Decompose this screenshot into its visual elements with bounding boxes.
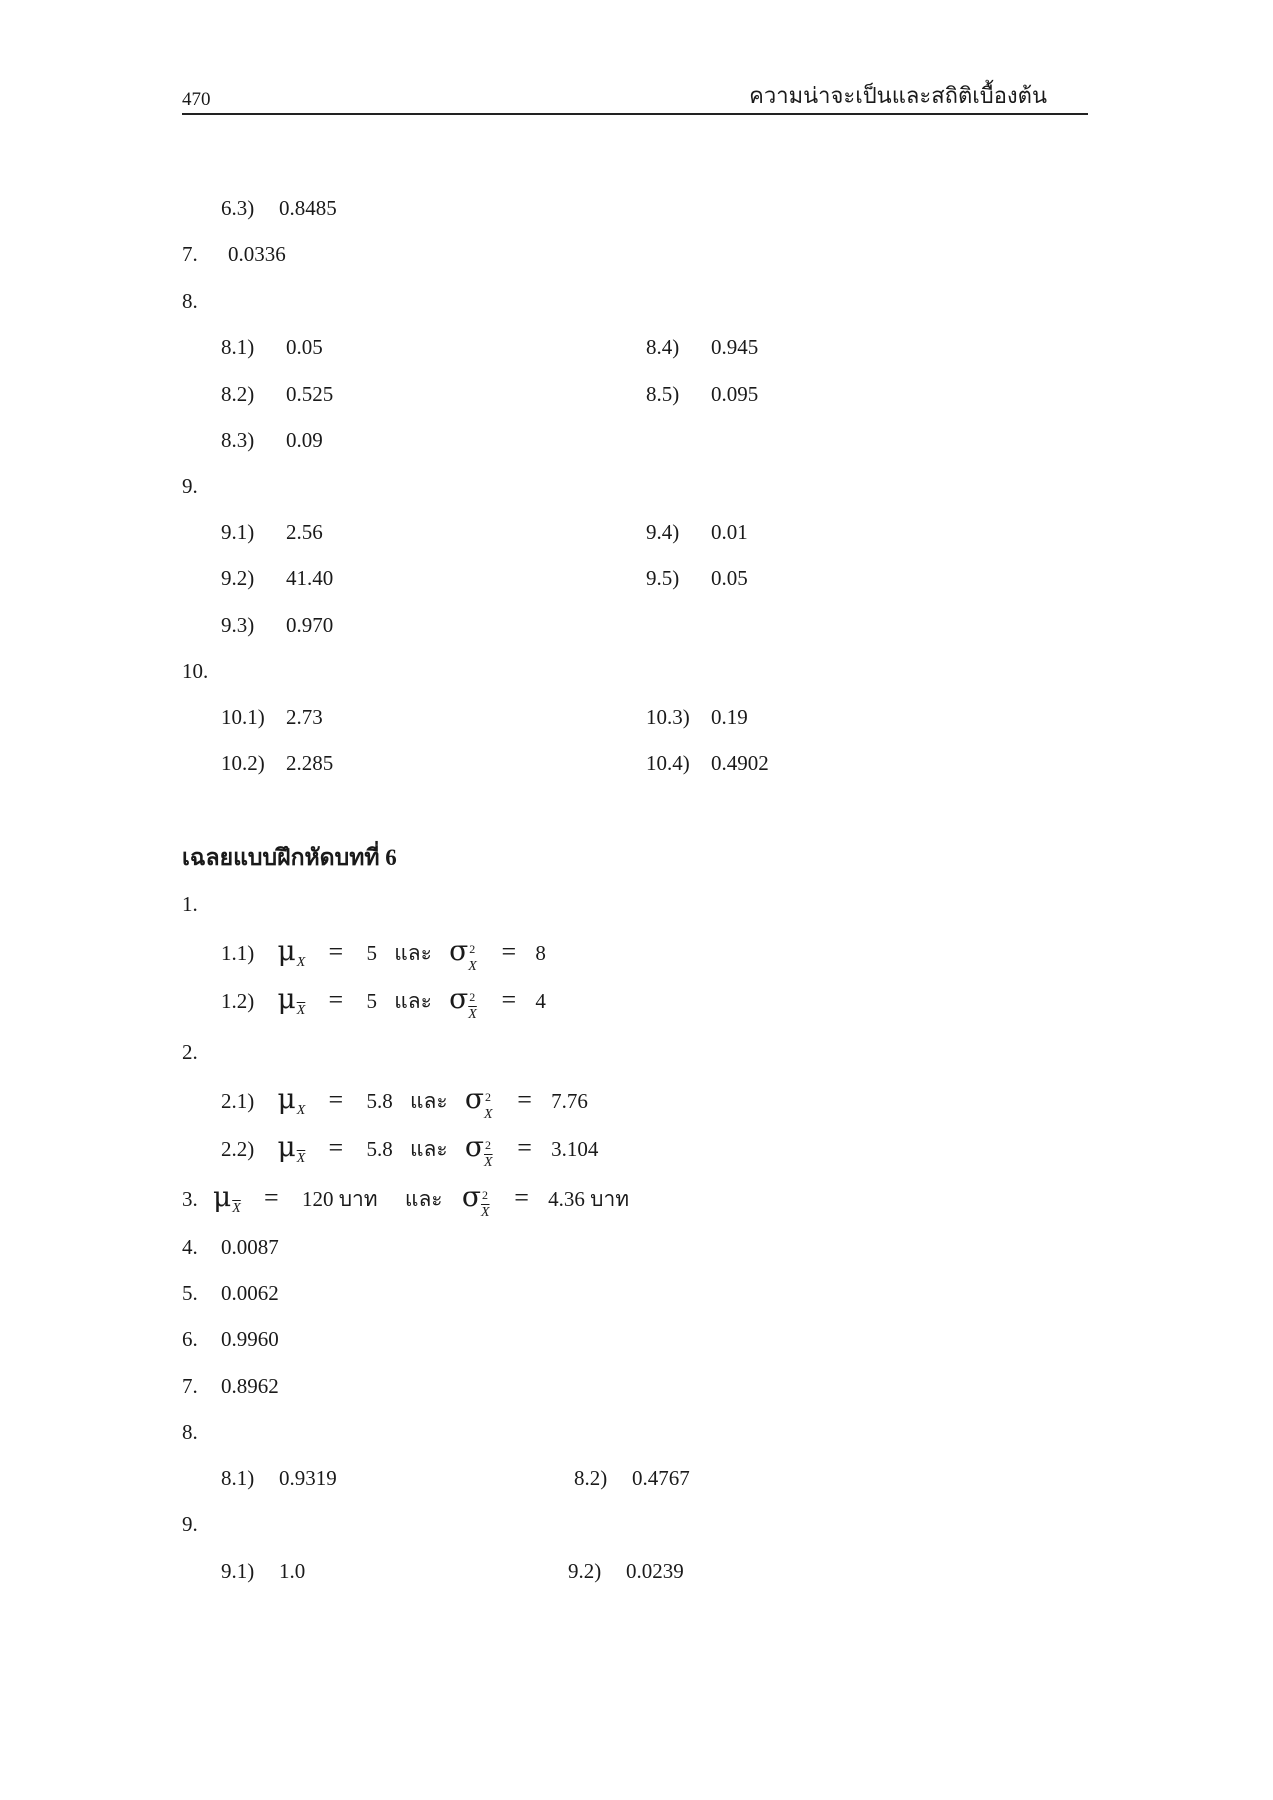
subscript-x-bar: X [232,1201,241,1216]
answer-value: 0.0087 [221,1235,279,1259]
and-word: และ [409,1137,448,1161]
equals-sign: = [328,1085,344,1114]
equals-sign: = [517,1085,532,1114]
answer-label: 9.4) [646,520,680,544]
answer-value: 0.970 [286,613,334,637]
question-number: 9. [182,474,198,498]
equals-sign: = [264,1183,279,1212]
answer-value: 0.0062 [221,1281,279,1305]
superscript-2: 2 [481,1188,488,1202]
sup-sub [484,1084,498,1122]
answer-value: 2.56 [286,520,323,544]
superscript-2: 2 [485,1138,491,1152]
answer-label: 9.5) [646,566,680,590]
sigma-symbol: σ [449,934,469,967]
answer-label: 6.3) [221,196,255,220]
answer-label: 9.1) [221,520,255,544]
mu-symbol: μ [277,1082,296,1115]
question-number: 3. [182,1187,198,1211]
and-word: และ [394,989,432,1013]
question-number: 7. [182,242,198,266]
answer-value: 0.05 [711,566,748,590]
question-number: 4. [182,1235,198,1259]
mu-symbol: μ [213,1180,232,1213]
answer-value: 0.09 [286,428,323,452]
question-number: 8. [182,1420,198,1444]
mean-value: 5.8 [366,1137,393,1161]
and-word: และ [394,941,432,965]
answer-label: 2.2) [221,1137,255,1161]
answer-value: 0.8962 [221,1374,279,1398]
sup-sub [468,936,482,974]
answer-label: 9.2) [568,1559,602,1583]
equals-sign: = [328,937,344,966]
answer-value: 0.01 [711,520,748,544]
unit-baht: บาท [590,1187,630,1211]
sigma-symbol: σ [449,982,469,1015]
equals-sign: = [328,985,344,1014]
answer-label: 8.5) [646,382,680,406]
answer-value: 0.9319 [279,1466,337,1490]
answer-label: 8.2) [574,1466,608,1490]
section-title: เฉลยแบบฝึกหัดบทที่ 6 [182,845,397,870]
subscript-x-bar: X [296,1151,306,1166]
equals-sign: = [514,1183,529,1212]
and-word: และ [409,1089,448,1113]
answer-value: 0.4902 [711,751,769,775]
question-number: 2. [182,1040,198,1064]
sigma-symbol: σ [464,1082,484,1115]
sup-sub [480,1182,495,1220]
formula-3 [182,1182,629,1218]
formula-1-1 [221,936,546,972]
question-number: 10. [182,659,209,683]
question-number: 7. [182,1374,198,1398]
variance-value: 3.104 [551,1137,599,1161]
formula-1-2 [221,984,546,1020]
equals-sign: = [501,985,517,1014]
answer-value: 0.0336 [228,242,286,266]
answer-label: 10.3) [646,705,690,729]
mean-value: 5 [366,941,377,965]
answer-label: 1.2) [221,989,255,1013]
variance-value: 4 [535,989,546,1013]
answer-label: 8.3) [221,428,255,452]
mu-symbol: μ [277,934,296,967]
mean-value: 120 [301,1187,334,1211]
running-header-title: ความน่าจะเป็นและสถิติเบื้องต้น [749,83,1047,108]
subscript-x: X [296,1103,306,1118]
answer-value: 0.05 [286,335,323,359]
answer-label: 10.2) [221,751,265,775]
sup-sub [468,984,482,1022]
answer-value: 0.0239 [626,1559,684,1583]
equals-sign: = [517,1133,532,1162]
superscript-2: 2 [469,942,476,956]
and-word: และ [404,1187,443,1211]
subscript-x: X [296,955,306,970]
equals-sign: = [328,1133,344,1162]
answer-value: 0.945 [711,335,759,359]
formula-2-1 [221,1084,588,1120]
subscript-x: X [468,959,477,974]
mean-value: 5.8 [366,1089,393,1113]
sup-sub [484,1132,498,1170]
answer-value: 0.4767 [632,1466,690,1490]
subscript-x: X [484,1107,493,1122]
answer-label: 9.3) [221,613,255,637]
header-rule [182,113,1088,115]
question-number: 6. [182,1327,198,1351]
answer-value: 2.73 [286,705,323,729]
question-number: 5. [182,1281,198,1305]
answer-label: 8.4) [646,335,680,359]
page-number: 470 [182,89,211,110]
variance-value: 8 [535,941,546,965]
formula-2-2 [221,1132,598,1168]
mu-symbol: μ [277,1130,296,1163]
superscript-2: 2 [469,990,476,1004]
answer-value: 1.0 [279,1559,306,1583]
answer-value: 41.40 [286,566,334,590]
sigma-symbol: σ [464,1130,484,1163]
answer-label: 9.2) [221,566,255,590]
answer-label: 8.1) [221,1466,255,1490]
answer-value: 0.9960 [221,1327,279,1351]
question-number: 1. [182,892,198,916]
answer-label: 8.2) [221,382,255,406]
subscript-x-bar: $\overline{X}$ [468,1007,477,1022]
answer-label: 10.1) [221,705,265,729]
mean-value: 5 [366,989,377,1013]
answer-value: 2.285 [286,751,334,775]
subscript-x-bar: $\overline{X}$ [484,1155,493,1170]
unit-baht: บาท [338,1187,378,1211]
answer-value: 0.525 [286,382,334,406]
answer-label: 10.4) [646,751,690,775]
question-number: 9. [182,1512,198,1536]
answer-label: 2.1) [221,1089,255,1113]
variance-value: 4.36 [548,1187,585,1211]
sigma-symbol: σ [461,1180,481,1213]
superscript-2: 2 [485,1090,491,1104]
answer-label: 1.1) [221,941,255,965]
answer-label: 8.1) [221,335,255,359]
subscript-x-bar: X [296,1003,306,1018]
question-number: 8. [182,289,198,313]
answer-value: 0.19 [711,705,748,729]
subscript-x-bar: $\overline{X}$ [480,1205,490,1220]
answer-value: 0.8485 [279,196,337,220]
variance-value: 7.76 [551,1089,588,1113]
answer-label: 9.1) [221,1559,255,1583]
answer-value: 0.095 [711,382,759,406]
equals-sign: = [501,937,517,966]
mu-symbol: μ [277,982,296,1015]
